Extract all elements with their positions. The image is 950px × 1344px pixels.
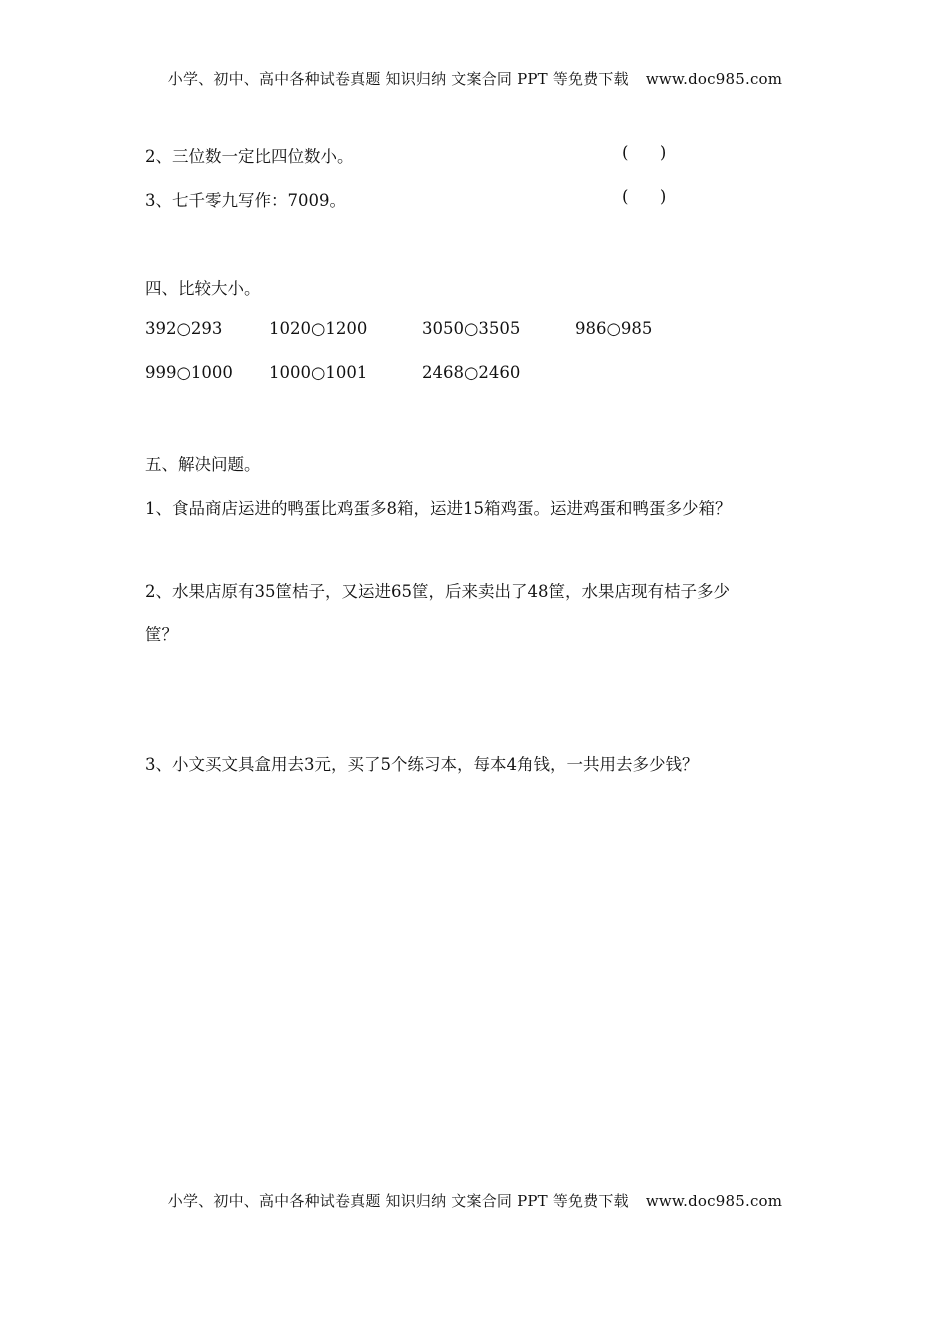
compare-item: 986○985 xyxy=(575,319,653,338)
page-footer xyxy=(0,1190,950,1211)
section-4-title: 四、比较大小。 xyxy=(145,279,261,298)
compare-item: 999○1000 xyxy=(145,363,233,382)
footer-site-link[interactable]: www.doc985.com xyxy=(645,1192,783,1210)
problem-2-line-2: 筐？ xyxy=(145,625,178,644)
section-5-title: 五、解决问题。 xyxy=(145,455,261,474)
header-site-link[interactable]: www.doc985.com xyxy=(645,70,783,88)
judge-item-2: 2、三位数一定比四位数小。 xyxy=(145,147,354,166)
problem-1: 1、食品商店运进的鸭蛋比鸡蛋多8箱，运进15箱鸡蛋。运进鸡蛋和鸭蛋多少箱？ xyxy=(145,499,732,518)
compare-item: 2468○2460 xyxy=(422,363,521,382)
judge-answer-blank-2[interactable]: ( ) xyxy=(622,143,667,162)
footer-text: 小学、初中、高中各种试卷真题 知识归纳 文案合同 PPT 等免费下载 xyxy=(167,1192,629,1210)
problem-3: 3、小文买文具盒用去3元，买了5个练习本，每本4角钱，一共用去多少钱？ xyxy=(145,755,699,774)
judge-item-3: 3、七千零九写作：7009。 xyxy=(145,191,346,210)
page-header xyxy=(0,68,950,89)
compare-item: 392○293 xyxy=(145,319,223,338)
compare-item: 3050○3505 xyxy=(422,319,521,338)
judge-answer-blank-3[interactable]: ( ) xyxy=(622,187,667,206)
header-text: 小学、初中、高中各种试卷真题 知识归纳 文案合同 PPT 等免费下载 xyxy=(167,70,629,88)
problem-2-line-1: 2、水果店原有35筐桔子，又运进65筐，后来卖出了48筐，水果店现有桔子多少 xyxy=(145,582,730,601)
compare-item: 1000○1001 xyxy=(269,363,368,382)
compare-item: 1020○1200 xyxy=(269,319,368,338)
